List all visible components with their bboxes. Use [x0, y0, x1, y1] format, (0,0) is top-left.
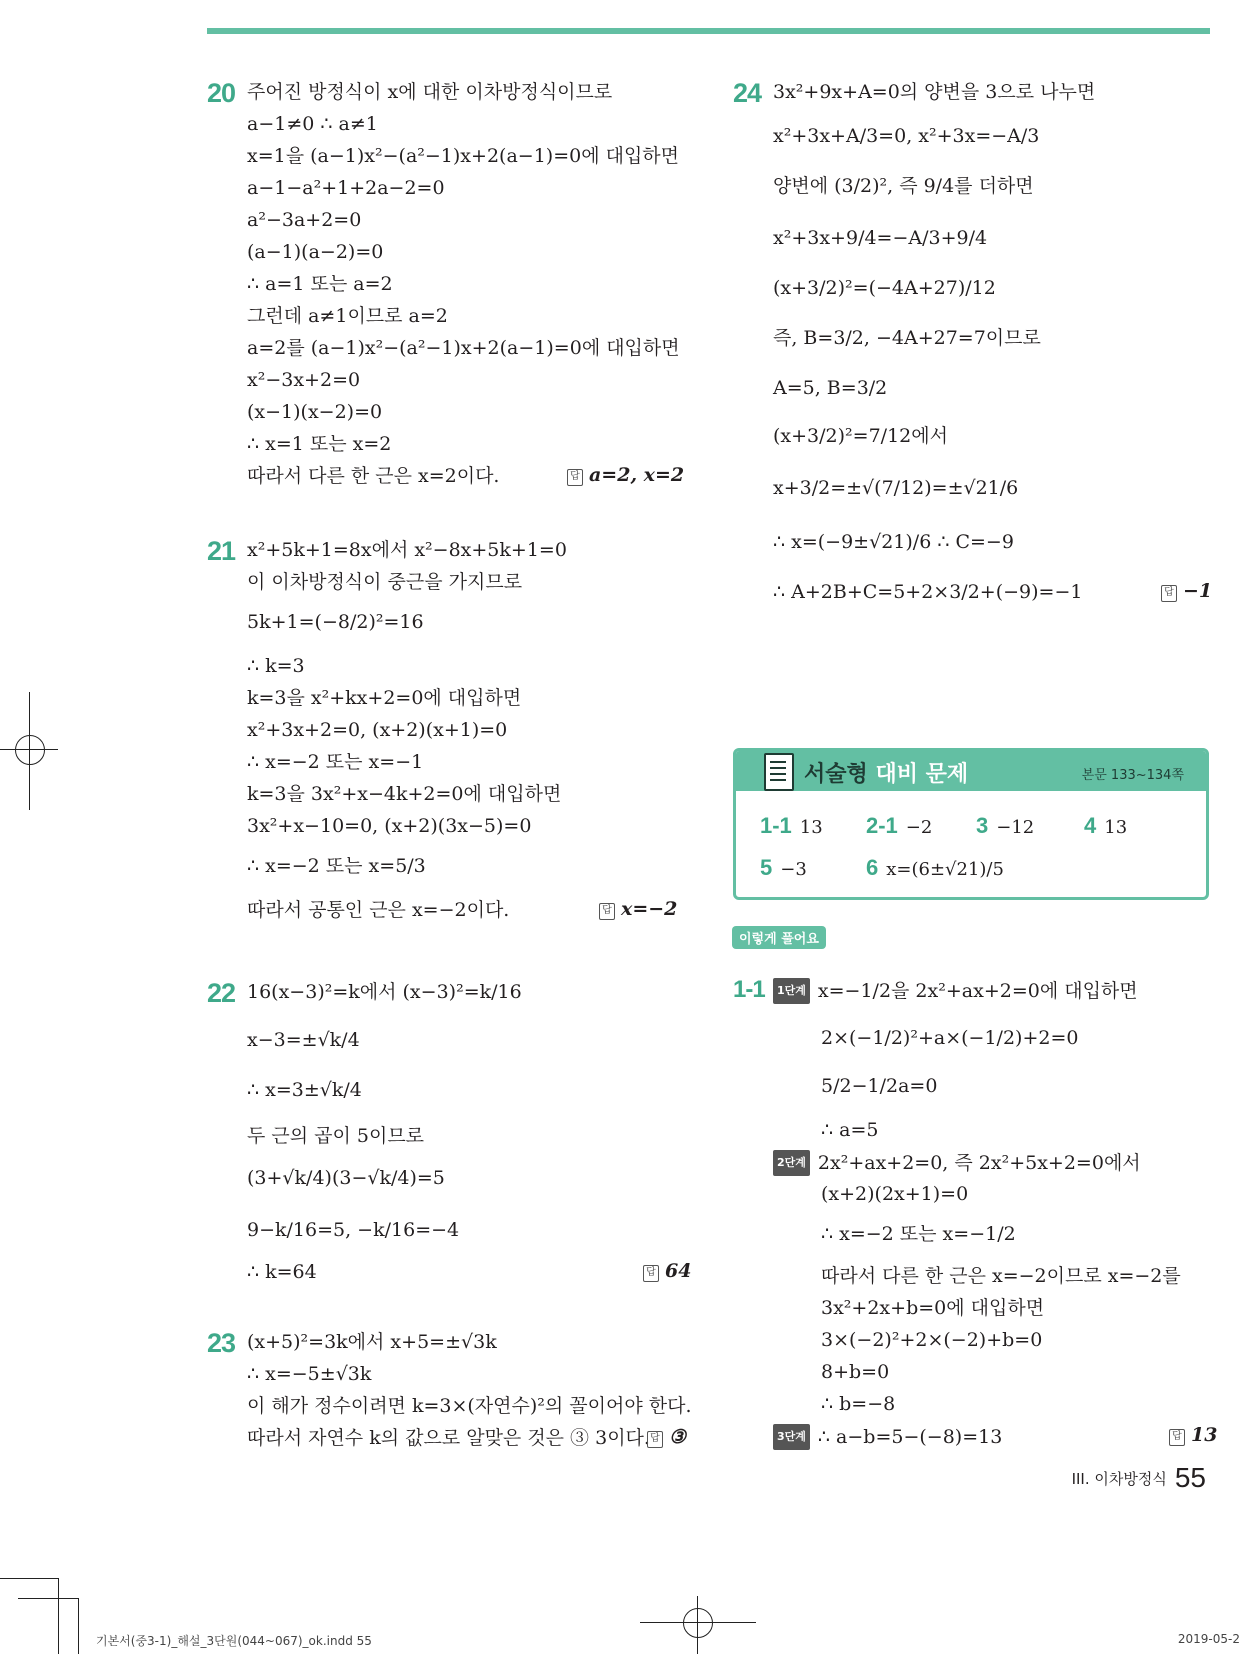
- answer-icon: 답: [647, 1431, 663, 1448]
- solution-number: 1-1: [733, 976, 765, 1003]
- solution-line: 9−k/16=5, −k/16=−4: [247, 1219, 460, 1241]
- answer-value: −1: [1183, 580, 1213, 602]
- solution-line: ∴ b=−8: [821, 1393, 896, 1415]
- summary-answer: [866, 813, 932, 839]
- solution-line: ∴ x=−2 또는 x=−1: [247, 751, 424, 773]
- solution-line: [773, 978, 1138, 1002]
- problem-number: 23: [207, 1328, 236, 1358]
- solution-line: ∴ k=3: [247, 655, 305, 677]
- answer-value: 13: [799, 817, 823, 838]
- print-slug-right: 2019-05-2: [1177, 1632, 1240, 1646]
- answer-value: 13: [1104, 817, 1128, 838]
- answer-icon: 답: [643, 1265, 659, 1282]
- answer-summary-box: [733, 748, 1209, 900]
- solution-line: ∴ x=−2 또는 x=5/3: [247, 855, 426, 877]
- solution-line: 3x²+2x+b=0에 대입하면: [821, 1297, 1045, 1319]
- answer-icon: 답: [1169, 1429, 1185, 1446]
- line-text: x=−1/2을 2x²+ax+2=0에 대입하면: [817, 980, 1138, 1002]
- answer-value: x=−2: [621, 898, 678, 920]
- summary-answer: [760, 813, 823, 839]
- solution-line: 양변에 (3/2)², 즉 9/4를 더하면: [773, 175, 1034, 197]
- answer: [1161, 580, 1212, 602]
- answer-value: 64: [665, 1260, 692, 1282]
- solution-line: 16(x−3)²=k에서 (x−3)²=k/16: [247, 981, 522, 1003]
- answer-key: 2-1: [866, 813, 898, 838]
- answer-value: −2: [905, 817, 933, 838]
- solution-line: (x+3/2)²=(−4A+27)/12: [773, 277, 996, 299]
- solution-line: x²+3x+9/4=−A/3+9/4: [773, 227, 988, 249]
- summary-answer: [866, 855, 1004, 881]
- solution-line: [773, 1150, 1141, 1174]
- solution-line: k=3을 3x²+x−4k+2=0에 대입하면: [247, 783, 562, 805]
- solution-line: 따라서 다른 한 근은 x=2이다.: [247, 465, 500, 487]
- solution-line: x−3=±√k/4: [247, 1029, 360, 1051]
- solution-line: 8+b=0: [821, 1361, 890, 1383]
- answer-key: 3: [976, 813, 989, 838]
- solution-line: x²+3x+2=0, (x+2)(x+1)=0: [247, 719, 508, 741]
- problem-23: [207, 1328, 692, 1458]
- solution-line: ∴ x=3±√k/4: [247, 1079, 362, 1101]
- page-footer: [1072, 1462, 1206, 1494]
- solution-line: ∴ x=−2 또는 x=−1/2: [821, 1223, 1016, 1245]
- solution-line: 2×(−1/2)²+a×(−1/2)+2=0: [821, 1027, 1079, 1049]
- solution-1-1: [733, 976, 1218, 1448]
- solution-line: 즉, B=3/2, −4A+27=7이므로: [773, 327, 1041, 349]
- notepad-icon: [764, 753, 794, 791]
- solution-line: A=5, B=3/2: [773, 377, 888, 399]
- problem-22: [207, 978, 692, 1288]
- solution-line: a²−3a+2=0: [247, 209, 362, 231]
- solution-line: (3+√k/4)(3−√k/4)=5: [247, 1167, 445, 1189]
- answer-value: −3: [780, 859, 807, 880]
- solution-line: ∴ x=1 또는 x=2: [247, 433, 392, 455]
- summary-answer: [1084, 813, 1127, 839]
- solution-line: x²−3x+2=0: [247, 369, 361, 391]
- problem-24: [733, 78, 1213, 618]
- top-accent-bar: [207, 28, 1210, 34]
- answer: [1169, 1424, 1217, 1446]
- page-number: 55: [1174, 1462, 1206, 1493]
- solution-line: 따라서 공통인 근은 x=−2이다.: [247, 899, 510, 921]
- answer-icon: 답: [599, 903, 615, 920]
- solution-line: 3×(−2)²+2×(−2)+b=0: [821, 1329, 1043, 1351]
- print-slug-left: 기본서(중3-1)_해설_3단원(044~067)_ok.indd 55: [96, 1634, 372, 1648]
- answer-key: 6: [866, 855, 879, 880]
- answer-value: −12: [996, 817, 1035, 838]
- solution-line: x²+5k+1=8x에서 x²−8x+5k+1=0: [247, 539, 567, 561]
- solution-line: ∴ x=(−9±√21)/6 ∴ C=−9: [773, 531, 1014, 553]
- solution-line: 그런데 a≠1이므로 a=2: [247, 305, 448, 327]
- problem-number: 24: [733, 78, 762, 108]
- answer-value: x=(6±√21)/5: [886, 859, 1004, 880]
- solution-line: (x+3/2)²=7/12에서: [773, 425, 948, 447]
- solution-line: ∴ k=64: [247, 1261, 317, 1283]
- problem-20: [207, 78, 687, 498]
- answer-icon: 답: [567, 469, 583, 486]
- solution-line: x+3/2=±√(7/12)=±√21/6: [773, 477, 1019, 499]
- solution-line: (x+5)²=3k에서 x+5=±√3k: [247, 1331, 497, 1353]
- problem-number: 22: [207, 978, 236, 1008]
- answer: [567, 464, 684, 486]
- solution-line: 두 근의 곱이 5이므로: [247, 1125, 425, 1147]
- solution-line: x=1을 (a−1)x²−(a²−1)x+2(a−1)=0에 대입하면: [247, 145, 680, 167]
- solution-line: ∴ a=1 또는 a=2: [247, 273, 393, 295]
- solution-line: ∴ A+2B+C=5+2×3/2+(−9)=−1: [773, 581, 1083, 603]
- solution-line: a−1−a²+1+2a−2=0: [247, 177, 445, 199]
- title-light: 대비 문제: [875, 762, 969, 787]
- solution-line: [773, 1424, 1002, 1448]
- answer-icon: 답: [1161, 585, 1177, 602]
- answer-key: 5: [760, 855, 773, 880]
- page-reference: 본문 133~134쪽: [1081, 768, 1184, 783]
- problem-number: 20: [207, 78, 236, 108]
- summary-box-header: [736, 751, 1206, 791]
- solution-line: (x−1)(x−2)=0: [247, 401, 383, 423]
- solution-line: 5k+1=(−8/2)²=16: [247, 611, 424, 633]
- solution-line: 3x²+x−10=0, (x+2)(3x−5)=0: [247, 815, 532, 837]
- summary-box-title: [804, 757, 968, 788]
- answer: [647, 1426, 686, 1448]
- solution-line: a=2를 (a−1)x²−(a²−1)x+2(a−1)=0에 대입하면: [247, 337, 680, 359]
- answer: [643, 1260, 691, 1282]
- solution-line: k=3을 x²+kx+2=0에 대입하면: [247, 687, 522, 709]
- solution-line: x²+3x+A/3=0, x²+3x=−A/3: [773, 125, 1040, 147]
- answer-value: ③: [669, 1426, 687, 1448]
- step-badge: 1단계: [773, 978, 810, 1004]
- problem-number: 21: [207, 536, 236, 566]
- line-text: 2x²+ax+2=0, 즉 2x²+5x+2=0에서: [817, 1152, 1141, 1174]
- summary-answer: [976, 813, 1034, 839]
- solution-line: 따라서 다른 한 근은 x=−2이므로 x=−2를: [821, 1265, 1181, 1287]
- title-dark: 서술형: [804, 762, 868, 787]
- solution-line: 따라서 자연수 k의 값으로 알맞은 것은 ③ 3이다.: [247, 1427, 650, 1449]
- solution-line: 5/2−1/2a=0: [821, 1075, 938, 1097]
- solution-line: (a−1)(a−2)=0: [247, 241, 384, 263]
- solution-line: ∴ a=5: [821, 1119, 879, 1141]
- solution-label: 이렇게 풀어요: [732, 926, 826, 949]
- solution-line: (x+2)(2x+1)=0: [821, 1183, 969, 1205]
- answer-value: a=2, x=2: [589, 464, 685, 486]
- solution-line: 주어진 방정식이 x에 대한 이차방정식이므로: [247, 81, 613, 103]
- step-badge: 3단계: [773, 1424, 810, 1450]
- solution-line: 이 해가 정수이려면 k=3×(자연수)²의 꼴이어야 한다.: [247, 1395, 692, 1417]
- solution-line: 이 이차방정식이 중근을 가지므로: [247, 571, 523, 593]
- step-badge: 2단계: [773, 1150, 810, 1176]
- section-title: III. 이차방정식: [1071, 1470, 1167, 1488]
- problem-21: [207, 536, 687, 926]
- answer-key: 4: [1084, 813, 1097, 838]
- solution-line: 3x²+9x+A=0의 양변을 3으로 나누면: [773, 81, 1096, 103]
- answer-key: 1-1: [760, 813, 792, 838]
- summary-answer: [760, 855, 807, 881]
- solution-line: ∴ x=−5±√3k: [247, 1363, 372, 1385]
- line-text: ∴ a−b=5−(−8)=13: [817, 1426, 1003, 1448]
- answer-value: 13: [1191, 1424, 1218, 1446]
- solution-line: a−1≠0 ∴ a≠1: [247, 113, 378, 135]
- answer: [599, 898, 677, 920]
